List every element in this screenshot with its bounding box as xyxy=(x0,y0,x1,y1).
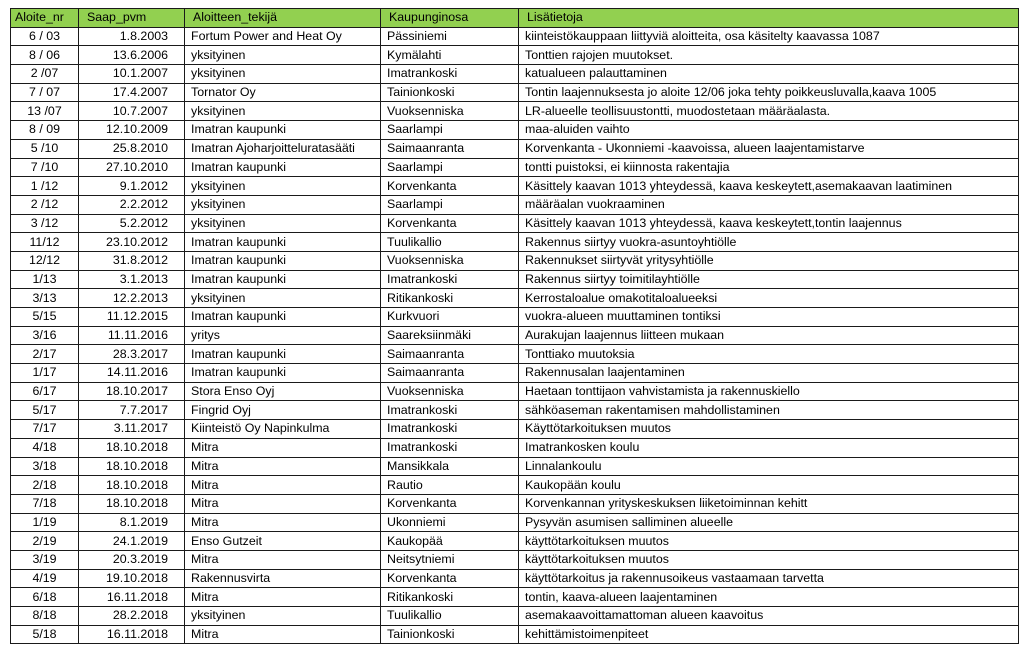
cell-lisatietoja: Korvenkanta - Ukonniemi -kaavoissa, alueen laajentamistarve xyxy=(519,139,1019,158)
table-row xyxy=(11,476,1019,495)
cell-saap-pvm: 11.11.2016 xyxy=(79,326,185,345)
cell-aloitteen-tekija: Mitra xyxy=(185,457,381,476)
cell-aloite-nr: 7 /10 xyxy=(11,158,79,177)
cell-aloitteen-tekija: Mitra xyxy=(185,625,381,644)
table-row xyxy=(11,177,1019,196)
table-row xyxy=(11,214,1019,233)
table-body xyxy=(11,27,1019,644)
cell-kaupunginosa: Saimaanranta xyxy=(381,345,519,364)
cell-aloitteen-tekija: yksityinen xyxy=(185,46,381,65)
cell-lisatietoja: Rakennus siirtyy toimitilayhtiölle xyxy=(519,270,1019,289)
header-row xyxy=(11,9,1019,28)
cell-saap-pvm: 16.11.2018 xyxy=(79,625,185,644)
cell-kaupunginosa: Ukonniemi xyxy=(381,513,519,532)
cell-kaupunginosa: Imatrankoski xyxy=(381,438,519,457)
cell-aloite-nr: 13 /07 xyxy=(11,102,79,121)
cell-kaupunginosa: Saarlampi xyxy=(381,195,519,214)
cell-aloite-nr: 6 / 03 xyxy=(11,27,79,46)
cell-aloitteen-tekija: yksityinen xyxy=(185,195,381,214)
table-row xyxy=(11,121,1019,140)
table-row xyxy=(11,494,1019,513)
cell-kaupunginosa: Kurkvuori xyxy=(381,308,519,327)
cell-lisatietoja: tontin, kaava-alueen laajentaminen xyxy=(519,588,1019,607)
cell-kaupunginosa: Neitsytniemi xyxy=(381,550,519,569)
table-row xyxy=(11,195,1019,214)
cell-aloite-nr: 12/12 xyxy=(11,251,79,270)
cell-saap-pvm: 18.10.2017 xyxy=(79,382,185,401)
cell-aloite-nr: 6/18 xyxy=(11,588,79,607)
cell-aloitteen-tekija: Enso Gutzeit xyxy=(185,532,381,551)
table-row xyxy=(11,513,1019,532)
cell-lisatietoja: kehittämistoimenpiteet xyxy=(519,625,1019,644)
cell-aloite-nr: 8/18 xyxy=(11,607,79,626)
cell-aloite-nr: 6/17 xyxy=(11,382,79,401)
cell-aloitteen-tekija: Imatran kaupunki xyxy=(185,121,381,140)
cell-aloite-nr: 2/19 xyxy=(11,532,79,551)
cell-lisatietoja: Tonttiako muutoksia xyxy=(519,345,1019,364)
cell-lisatietoja: Käsittely kaavan 1013 yhteydessä, kaava keskeytett,tontin laajennus xyxy=(519,214,1019,233)
cell-aloitteen-tekija: Tornator Oy xyxy=(185,83,381,102)
cell-aloitteen-tekija: Imatran kaupunki xyxy=(185,251,381,270)
cell-aloite-nr: 1/19 xyxy=(11,513,79,532)
cell-lisatietoja: Haetaan tonttijaon vahvistamista ja rakennuskiello xyxy=(519,382,1019,401)
cell-kaupunginosa: Saimaanranta xyxy=(381,364,519,383)
cell-kaupunginosa: Mansikkala xyxy=(381,457,519,476)
cell-aloite-nr: 2/17 xyxy=(11,345,79,364)
cell-aloitteen-tekija: Imatran kaupunki xyxy=(185,158,381,177)
initiatives-table-container xyxy=(10,8,1019,644)
column-header-saap-pvm: Saap_pvm xyxy=(79,9,185,28)
cell-aloite-nr: 7/18 xyxy=(11,494,79,513)
cell-aloite-nr: 3/16 xyxy=(11,326,79,345)
cell-aloitteen-tekija: Imatran Ajoharjoitteluratasääti xyxy=(185,139,381,158)
cell-lisatietoja: Kaukopään koulu xyxy=(519,476,1019,495)
cell-saap-pvm: 10.7.2007 xyxy=(79,102,185,121)
cell-saap-pvm: 3.11.2017 xyxy=(79,420,185,439)
table-row xyxy=(11,364,1019,383)
cell-lisatietoja: Rakennusalan laajentaminen xyxy=(519,364,1019,383)
table-row xyxy=(11,401,1019,420)
cell-saap-pvm: 12.2.2013 xyxy=(79,289,185,308)
cell-kaupunginosa: Korvenkanta xyxy=(381,569,519,588)
cell-lisatietoja: maa-aluiden vaihto xyxy=(519,121,1019,140)
cell-lisatietoja: Rakennus siirtyy vuokra-asuntoyhtiölle xyxy=(519,233,1019,252)
cell-kaupunginosa: Korvenkanta xyxy=(381,214,519,233)
cell-saap-pvm: 25.8.2010 xyxy=(79,139,185,158)
cell-saap-pvm: 14.11.2016 xyxy=(79,364,185,383)
cell-saap-pvm: 18.10.2018 xyxy=(79,438,185,457)
cell-lisatietoja: katualueen palauttaminen xyxy=(519,65,1019,84)
cell-saap-pvm: 28.3.2017 xyxy=(79,345,185,364)
cell-aloitteen-tekija: Mitra xyxy=(185,438,381,457)
cell-saap-pvm: 5.2.2012 xyxy=(79,214,185,233)
initiatives-table xyxy=(10,8,1019,644)
cell-aloitteen-tekija: Mitra xyxy=(185,476,381,495)
table-row xyxy=(11,102,1019,121)
cell-aloite-nr: 5/17 xyxy=(11,401,79,420)
cell-saap-pvm: 27.10.2010 xyxy=(79,158,185,177)
cell-lisatietoja: LR-alueelle teollisuustontti, muodostetaan määräalasta. xyxy=(519,102,1019,121)
cell-lisatietoja: Imatrankosken koulu xyxy=(519,438,1019,457)
cell-lisatietoja: Pysyvän asumisen salliminen alueelle xyxy=(519,513,1019,532)
cell-aloitteen-tekija: Fortum Power and Heat Oy xyxy=(185,27,381,46)
table-row xyxy=(11,158,1019,177)
table-row xyxy=(11,607,1019,626)
cell-aloitteen-tekija: Rakennusvirta xyxy=(185,569,381,588)
cell-aloitteen-tekija: yksityinen xyxy=(185,177,381,196)
table-row xyxy=(11,27,1019,46)
cell-aloite-nr: 5/15 xyxy=(11,308,79,327)
cell-aloitteen-tekija: yritys xyxy=(185,326,381,345)
cell-saap-pvm: 9.1.2012 xyxy=(79,177,185,196)
cell-lisatietoja: määräalan vuokraaminen xyxy=(519,195,1019,214)
cell-saap-pvm: 7.7.2017 xyxy=(79,401,185,420)
cell-saap-pvm: 24.1.2019 xyxy=(79,532,185,551)
cell-aloitteen-tekija: Mitra xyxy=(185,550,381,569)
cell-saap-pvm: 12.10.2009 xyxy=(79,121,185,140)
cell-lisatietoja: Linnalankoulu xyxy=(519,457,1019,476)
cell-kaupunginosa: Rautio xyxy=(381,476,519,495)
column-header-aloite-nr: Aloite_nr xyxy=(11,9,79,28)
cell-saap-pvm: 8.1.2019 xyxy=(79,513,185,532)
cell-saap-pvm: 3.1.2013 xyxy=(79,270,185,289)
cell-aloitteen-tekija: Kiinteistö Oy Napinkulma xyxy=(185,420,381,439)
cell-lisatietoja: Aurakujan laajennus liitteen mukaan xyxy=(519,326,1019,345)
cell-saap-pvm: 31.8.2012 xyxy=(79,251,185,270)
cell-kaupunginosa: Tuulikallio xyxy=(381,233,519,252)
cell-aloite-nr: 2/18 xyxy=(11,476,79,495)
cell-aloitteen-tekija: yksityinen xyxy=(185,289,381,308)
table-row xyxy=(11,569,1019,588)
cell-aloite-nr: 8 / 06 xyxy=(11,46,79,65)
table-row xyxy=(11,588,1019,607)
cell-aloitteen-tekija: Imatran kaupunki xyxy=(185,270,381,289)
cell-aloite-nr: 3/18 xyxy=(11,457,79,476)
column-header-lisatietoja: Lisätietoja xyxy=(519,9,1019,28)
column-header-aloitteen-tekija: Aloitteen_tekijä xyxy=(185,9,381,28)
table-row xyxy=(11,83,1019,102)
cell-aloitteen-tekija: Mitra xyxy=(185,494,381,513)
cell-kaupunginosa: Tuulikallio xyxy=(381,607,519,626)
cell-kaupunginosa: Tainionkoski xyxy=(381,625,519,644)
cell-aloite-nr: 3 /12 xyxy=(11,214,79,233)
cell-aloite-nr: 7/17 xyxy=(11,420,79,439)
cell-lisatietoja: tontti puistoksi, ei kiinnosta rakentajia xyxy=(519,158,1019,177)
cell-kaupunginosa: Imatrankoski xyxy=(381,401,519,420)
cell-saap-pvm: 1.8.2003 xyxy=(79,27,185,46)
cell-kaupunginosa: Kymälahti xyxy=(381,46,519,65)
table-row xyxy=(11,139,1019,158)
cell-aloite-nr: 4/19 xyxy=(11,569,79,588)
cell-aloitteen-tekija: Imatran kaupunki xyxy=(185,233,381,252)
table-row xyxy=(11,438,1019,457)
cell-kaupunginosa: Saarlampi xyxy=(381,158,519,177)
cell-saap-pvm: 17.4.2007 xyxy=(79,83,185,102)
cell-aloite-nr: 4/18 xyxy=(11,438,79,457)
cell-saap-pvm: 18.10.2018 xyxy=(79,494,185,513)
cell-lisatietoja: Kerrostaloalue omakotitaloalueeksi xyxy=(519,289,1019,308)
cell-kaupunginosa: Saareksiinmäki xyxy=(381,326,519,345)
cell-lisatietoja: käyttötarkoituksen muutos xyxy=(519,532,1019,551)
cell-saap-pvm: 10.1.2007 xyxy=(79,65,185,84)
table-row xyxy=(11,326,1019,345)
cell-kaupunginosa: Ritikankoski xyxy=(381,289,519,308)
cell-saap-pvm: 23.10.2012 xyxy=(79,233,185,252)
table-row xyxy=(11,420,1019,439)
cell-aloite-nr: 11/12 xyxy=(11,233,79,252)
table-row xyxy=(11,289,1019,308)
cell-aloitteen-tekija: yksityinen xyxy=(185,607,381,626)
cell-aloite-nr: 3/19 xyxy=(11,550,79,569)
cell-lisatietoja: Käsittely kaavan 1013 yhteydessä, kaava keskeytett,asemakaavan laatiminen xyxy=(519,177,1019,196)
cell-kaupunginosa: Vuoksenniska xyxy=(381,102,519,121)
cell-saap-pvm: 16.11.2018 xyxy=(79,588,185,607)
cell-aloite-nr: 5/18 xyxy=(11,625,79,644)
cell-aloite-nr: 1/13 xyxy=(11,270,79,289)
table-row xyxy=(11,532,1019,551)
cell-aloitteen-tekija: Imatran kaupunki xyxy=(185,345,381,364)
cell-lisatietoja: käyttötarkoitus ja rakennusoikeus vastaamaan tarvetta xyxy=(519,569,1019,588)
cell-aloite-nr: 2 /12 xyxy=(11,195,79,214)
cell-lisatietoja: vuokra-alueen muuttaminen tontiksi xyxy=(519,308,1019,327)
cell-aloitteen-tekija: yksityinen xyxy=(185,65,381,84)
cell-kaupunginosa: Korvenkanta xyxy=(381,177,519,196)
cell-aloite-nr: 7 / 07 xyxy=(11,83,79,102)
table-row xyxy=(11,308,1019,327)
cell-aloitteen-tekija: Mitra xyxy=(185,513,381,532)
cell-lisatietoja: asemakaavoittamattoman alueen kaavoitus xyxy=(519,607,1019,626)
cell-saap-pvm: 28.2.2018 xyxy=(79,607,185,626)
cell-saap-pvm: 19.10.2018 xyxy=(79,569,185,588)
table-row xyxy=(11,345,1019,364)
table-row xyxy=(11,382,1019,401)
cell-kaupunginosa: Ritikankoski xyxy=(381,588,519,607)
cell-lisatietoja: käyttötarkoituksen muutos xyxy=(519,550,1019,569)
cell-aloite-nr: 5 /10 xyxy=(11,139,79,158)
cell-kaupunginosa: Tainionkoski xyxy=(381,83,519,102)
cell-kaupunginosa: Kaukopää xyxy=(381,532,519,551)
cell-aloitteen-tekija: Mitra xyxy=(185,588,381,607)
table-row xyxy=(11,233,1019,252)
cell-saap-pvm: 20.3.2019 xyxy=(79,550,185,569)
cell-kaupunginosa: Imatrankoski xyxy=(381,65,519,84)
cell-kaupunginosa: Saarlampi xyxy=(381,121,519,140)
cell-lisatietoja: Tontin laajennuksesta jo aloite 12/06 joka tehty poikkeusluvalla,kaava 1005 xyxy=(519,83,1019,102)
table-row xyxy=(11,46,1019,65)
cell-kaupunginosa: Vuoksenniska xyxy=(381,382,519,401)
cell-aloite-nr: 8 / 09 xyxy=(11,121,79,140)
cell-saap-pvm: 2.2.2012 xyxy=(79,195,185,214)
cell-aloitteen-tekija: yksityinen xyxy=(185,214,381,233)
cell-aloitteen-tekija: Fingrid Oyj xyxy=(185,401,381,420)
cell-lisatietoja: Tonttien rajojen muutokset. xyxy=(519,46,1019,65)
cell-kaupunginosa: Korvenkanta xyxy=(381,494,519,513)
cell-lisatietoja: Käyttötarkoituksen muutos xyxy=(519,420,1019,439)
table-row xyxy=(11,270,1019,289)
cell-aloitteen-tekija: yksityinen xyxy=(185,102,381,121)
cell-aloite-nr: 2 /07 xyxy=(11,65,79,84)
table-row xyxy=(11,550,1019,569)
cell-kaupunginosa: Imatrankoski xyxy=(381,270,519,289)
cell-saap-pvm: 18.10.2018 xyxy=(79,476,185,495)
cell-lisatietoja: Rakennukset siirtyvät yritysyhtiölle xyxy=(519,251,1019,270)
cell-aloitteen-tekija: Imatran kaupunki xyxy=(185,308,381,327)
column-header-kaupunginosa: Kaupunginosa xyxy=(381,9,519,28)
cell-saap-pvm: 13.6.2006 xyxy=(79,46,185,65)
table-row xyxy=(11,251,1019,270)
cell-aloite-nr: 1/17 xyxy=(11,364,79,383)
cell-kaupunginosa: Saimaanranta xyxy=(381,139,519,158)
cell-lisatietoja: sähköaseman rakentamisen mahdollistaminen xyxy=(519,401,1019,420)
table-row xyxy=(11,457,1019,476)
cell-saap-pvm: 11.12.2015 xyxy=(79,308,185,327)
cell-aloitteen-tekija: Imatran kaupunki xyxy=(185,364,381,383)
cell-kaupunginosa: Pässiniemi xyxy=(381,27,519,46)
cell-aloite-nr: 1 /12 xyxy=(11,177,79,196)
cell-lisatietoja: kiinteistökauppaan liittyviä aloitteita, osa käsitelty kaavassa 1087 xyxy=(519,27,1019,46)
cell-kaupunginosa: Imatrankoski xyxy=(381,420,519,439)
cell-kaupunginosa: Vuoksenniska xyxy=(381,251,519,270)
cell-aloitteen-tekija: Stora Enso Oyj xyxy=(185,382,381,401)
table-row xyxy=(11,625,1019,644)
cell-aloite-nr: 3/13 xyxy=(11,289,79,308)
table-row xyxy=(11,65,1019,84)
cell-lisatietoja: Korvenkannan yrityskeskuksen liiketoiminnan kehitt xyxy=(519,494,1019,513)
cell-saap-pvm: 18.10.2018 xyxy=(79,457,185,476)
